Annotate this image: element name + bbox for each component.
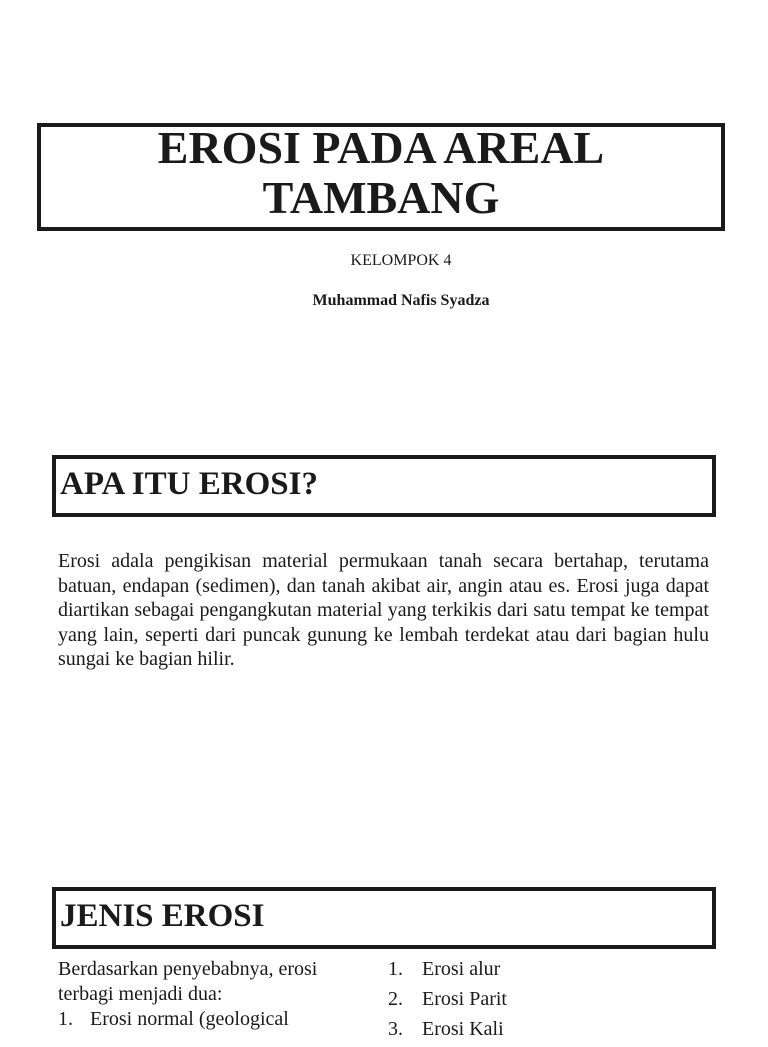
- list-item: [388, 957, 718, 987]
- list-number: 3.: [388, 1018, 403, 1040]
- list-number: 1.: [58, 1008, 73, 1030]
- section-heading-what-is-erosion: APA ITU EROSI?: [60, 465, 318, 502]
- list-item: [388, 987, 718, 1017]
- erosion-types-intro: Berdasarkan penyebabnya, erosi terbagi menjadi dua:: [58, 958, 318, 1005]
- section-heading-box-erosion-types: [52, 887, 716, 949]
- list-number: 2.: [388, 988, 403, 1010]
- list-item-text: Erosi normal (geological: [90, 1008, 289, 1030]
- list-item-text: Erosi alur: [422, 958, 501, 980]
- list-number: 1.: [388, 958, 403, 980]
- erosion-types-left-column: [58, 957, 368, 1032]
- list-item: [388, 1017, 718, 1047]
- list-item-text: Erosi Parit: [422, 988, 507, 1010]
- erosion-cause-list: [58, 1007, 368, 1032]
- section-heading-erosion-types: JENIS EROSI: [60, 897, 265, 934]
- author-name: Muhammad Nafis Syadza: [312, 292, 490, 309]
- erosion-definition-paragraph: Erosi adala pengikisan material permukaan tanah secara bertahap, terutama batuan, endapan (sedimen), dan tanah akibat air, angin atau es. Erosi juga dapat diartikan sebagai pengangkutan material yang terkikis dari satu tempat ke tempat yang lain, seperti dari puncak gunung ke lembah terdekat atau dari bagian hulu sungai ke bagian hilir.: [58, 550, 709, 670]
- section-heading-box-what-is-erosion: [52, 455, 716, 517]
- list-item: [58, 1007, 368, 1032]
- title-box: [37, 123, 725, 231]
- list-item-text: Erosi Kali: [422, 1018, 504, 1040]
- erosion-type-list: [388, 957, 718, 1047]
- group-label: KELOMPOK 4: [350, 252, 452, 269]
- page-title: EROSI PADA AREAL TAMBANG: [157, 122, 605, 223]
- erosion-types-right-column: [388, 957, 718, 1047]
